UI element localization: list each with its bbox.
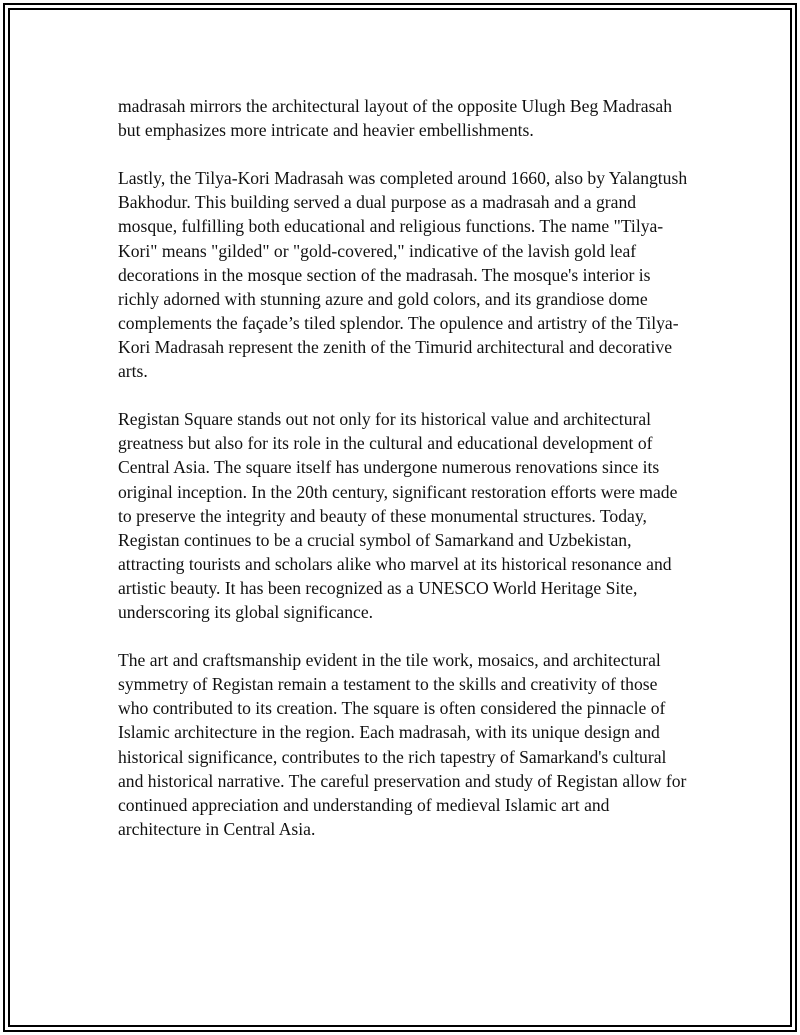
paragraph-registan-significance: Registan Square stands out not only for its historical value and architectural greatness but also for its role in the cultural and educational development of Central Asia. The square itself has undergone numerous renovations since its original inception. In the 20th century, significant restoration efforts were made to preserve the integrity and beauty of these monumental structures. Today, Registan continues to be a crucial symbol of Samarkand and Uzbekistan, attracting tourists and scholars alike who marvel at its historical resonance and artistic beauty. It has been recognized as a UNESCO World Heritage Site, underscoring its global significance. (118, 409, 678, 622)
paragraph-madrasah-continuation: madrasah mirrors the architectural layout of the opposite Ulugh Beg Madrasah but emphasizes more intricate and heavier embellishments. (118, 96, 673, 141)
paragraph-art-craftsmanship: The art and craftsmanship evident in the tile work, mosaics, and architectural symmetry of Registan remain a testament to the skills and creativity of those who contributed to its creation. The square is often considered the pinnacle of Islamic architecture in the region. Each madrasah, with its unique design and historical significance, contributes to the rich tapestry of Samarkand's cultural and historical narrative. The careful preservation and study of Registan allow for continued appreciation and understanding of medieval Islamic art and architecture in Central Asia. (118, 650, 687, 839)
document-body (118, 94, 690, 865)
paragraph-tilya-kori: Lastly, the Tilya-Kori Madrasah was completed around 1660, also by Yalangtush Bakhodur. This building served a dual purpose as a madrasah and a grand mosque, fulfilling both educational and religious functions. The name "Tilya-Kori" means "gilded" or "gold-covered," indicative of the lavish gold leaf decorations in the mosque section of the madrasah. The mosque's interior is richly adorned with stunning azure and gold colors, and its grandiose dome complements the façade’s tiled splendor. The opulence and artistry of the Tilya-Kori Madrasah represent the zenith of the Timurid architectural and decorative arts. (118, 168, 688, 382)
